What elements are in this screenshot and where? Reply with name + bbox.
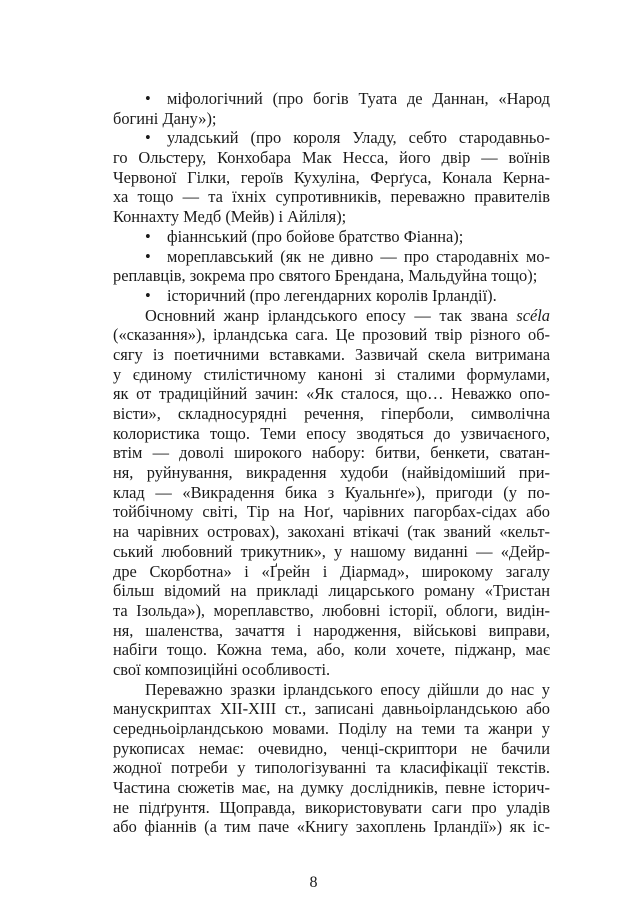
italic-term: scéla (516, 305, 550, 325)
bullet-text: фіаннський (про бойове братство Фіанна); (167, 226, 464, 246)
text-line: вісти», складносурядні речення, гіперболи, символічна (113, 404, 550, 423)
bullet-icon: • (145, 128, 151, 148)
text-line: та Ізольда»), мореплавство, любовні історії, облоги, видін- (113, 600, 550, 620)
text-line: («сказання»), ірландська сага. Це прозовий твір різного об- (113, 325, 550, 345)
bullet-text: уладський (про короля Уладу, себто стародавньо- (167, 128, 550, 148)
bullet-icon: • (145, 246, 151, 266)
text-line: у єдиному стилістичному каноні зі сталими формулами, (113, 364, 550, 384)
text-line: рукописах немає: очевидно, ченці-скриптори не бачили (113, 738, 550, 758)
text-span: Основний жанр ірландського епосу — так звана (145, 305, 517, 325)
text-line: свої композиційні особливості. (113, 659, 331, 679)
text-line: на чарівних островах), закохані втікачі (так званий «кельт- (113, 522, 550, 542)
bullet-item-line (113, 286, 550, 306)
page-number: 8 (309, 874, 318, 891)
bullet-item-line (113, 227, 550, 247)
bullet-text: історичний (про легендарних королів Ірландії). (167, 285, 497, 305)
text-line: го Ольстеру, Конхобара Мак Несса, його двір — воїнів (113, 148, 550, 168)
text-line: реплавців, зокрема про святого Брендана, Мальдуйна тощо); (113, 266, 538, 286)
bullet-icon: • (145, 226, 151, 246)
text-line: втім — доволі широкого набору: битви, бенкети, сватан- (113, 443, 550, 463)
text-line: не підґрунтя. Щоправда, використовувати саги про уладів (113, 797, 550, 817)
text-line: ський любовний трикутник», у нашому виданні — «Дейр- (113, 541, 550, 561)
bullet-text: мореплавський (як не дивно — про стародавніх мо- (167, 246, 550, 266)
text-line: як от традиційний зачин: «Як сталося, що… Неважко опо- (113, 384, 550, 404)
text-line: ня, шаленства, зачаття і народження, військові виправи, (113, 620, 550, 640)
text-line: Коннахту Медб (Мейв) і Айліля); (113, 207, 347, 227)
text-line: клад — «Викрадення бика з Куальнґе»), пригоди (у по- (113, 482, 550, 502)
text-line: середньоірландською мовами. Поділу на теми та жанри у (113, 719, 550, 738)
text-line: ха тощо — та їхніх супротивників, переважно правителів (113, 187, 550, 207)
paragraph-first-line (113, 306, 550, 326)
text-line: набіги тощо. Кожна тема, або, коли хочете, піджанр, має (113, 640, 550, 660)
bullet-item-line (113, 128, 550, 148)
text-line: більш відомий на прикладі лицарського роману «Тристан (113, 581, 550, 601)
text-line: богині Дану»); (113, 108, 217, 128)
text-line: дре Скорботна» і «Ґрейн і Діармад», широкому загалу (113, 561, 550, 581)
text-line: тойбічному світі, Тір на Ноґ, чарівних пагорбах-сідах або (113, 502, 550, 522)
bullet-text: міфологічний (про богів Туата де Даннан, «Народ (167, 89, 550, 108)
text-line: Червоної Гілки, героїв Кухуліна, Ферґуса, Конала Керна- (113, 167, 550, 187)
text-line: Частина сюжетів має, на думку дослідників, певне історич- (113, 778, 550, 798)
bullet-icon: • (145, 285, 151, 305)
bullet-item-line (113, 89, 550, 109)
page-body (113, 89, 550, 837)
text-line: манускриптах XII-XIII ст., записані давньоірландською або (113, 699, 550, 719)
text-line: жодної потреби у типологізуванні та класифікації текстів. (113, 758, 550, 778)
text-line: або фіаннів (а тим паче «Книгу захоплень Ірландії») як іс- (113, 817, 550, 837)
text-line: Переважно зразки ірландського епосу дійшли до нас у (145, 679, 550, 699)
text-line: сягу із поетичними вставками. Зазвичай скела витримана (113, 344, 550, 364)
bullet-icon: • (145, 89, 151, 108)
text-line: ня, руйнування, викрадення худоби (найвідоміший при- (113, 463, 550, 483)
text-line: колористика тощо. Теми епосу зводяться до узвичаєного, (113, 423, 550, 443)
bullet-item-line (113, 247, 550, 267)
